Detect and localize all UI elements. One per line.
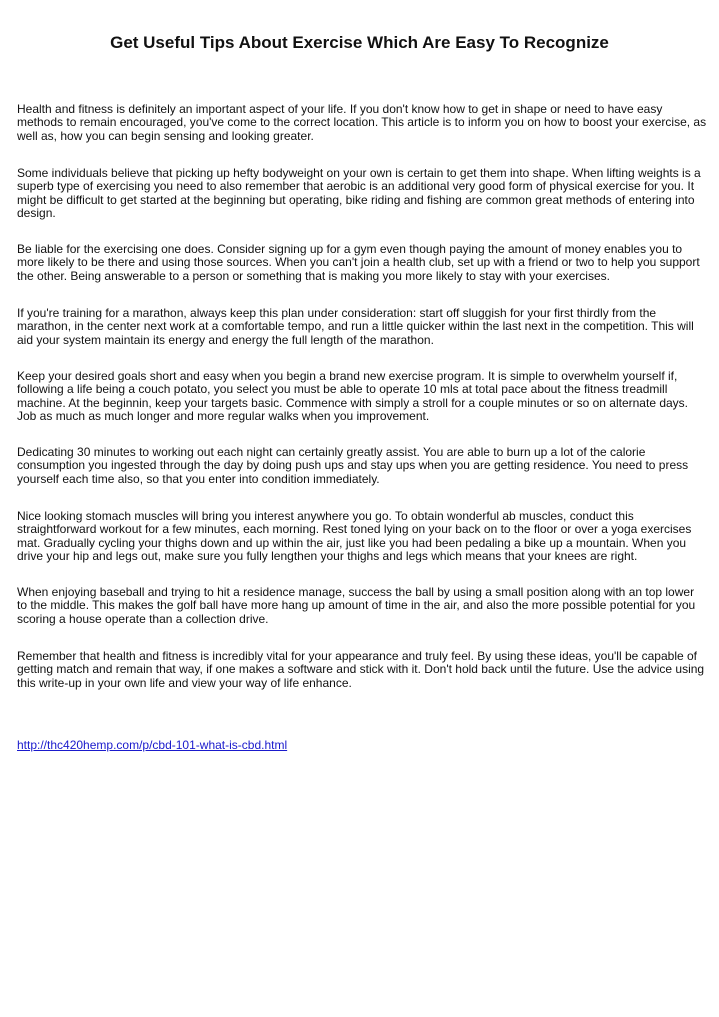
paragraph-accountability: Be liable for the exercising one does. Consider signing up for a gym even though paying the amount of money enables you to more likely to be there and using those sources. When you can't join a health club, set up with a friend or two to help you support the other. Being answerable to a person or something that is making you more likely to stay with your exercises. — [17, 242, 700, 283]
paragraph-weights: Some individuals believe that picking up hefty bodyweight on your own is certain to get them into shape. When lifting weights is a superb type of exercising you need to also remember that aerobic is an additional very good form of physical exercise for you. It might be difficult to get started at the beginning but operating, bike riding and fishing are common great methods of entering into design. — [17, 166, 701, 221]
paragraph-stomach-muscles: Nice looking stomach muscles will bring you interest anywhere you go. To obtain wonderful ab muscles, conduct this straightforward workout for a few minutes, each morning. Rest toned lying on your back on to the floor or over a yoga exercises mat. Gradually cycling your thighs down and up within the air, just like you had been pedaling a bike up a mountain. When you drive your hip and legs out, make sure you fully lengthen your thighs and legs which means that your knees are right. — [17, 509, 692, 564]
paragraph-thirty-minutes: Dedicating 30 minutes to working out each night can certainly greatly assist. You are able to burn up a lot of the calorie consumption you ingested through the day by doing push ups and stay ups when you are getting residence. You need to press yourself each time also, so that you enter into condition immediately. — [17, 445, 689, 486]
paragraph-marathon: If you're training for a marathon, always keep this plan under consideration: start off sluggish for your first thirdly from the marathon, in the center next work at a comfortable tempo, and run a little quicker within the last next in the competition. This will aid your system maintain its energy and energy the full length of the marathon. — [17, 306, 694, 347]
paragraph-conclusion: Remember that health and fitness is incredibly vital for your appearance and truly feel. By using these ideas, you'll be capable of getting match and remain that way, if one makes a software and stick with it. Don't hold back until the future. Use the advice using this write-up in your own life and view your way of life enhance. — [17, 649, 705, 690]
paragraph-intro: Health and fitness is definitely an important aspect of your life. If you don't know how to get in shape or need to have easy methods to remain encouraged, you've come to the correct location. This article is to inform you on how to boost your exercise, as well as, how you can begin sensing and looking greater. — [17, 102, 707, 143]
source-link[interactable]: http://thc420hemp.com/p/cbd-101-what-is-cbd.html — [17, 738, 288, 752]
paragraph-goals: Keep your desired goals short and easy when you begin a brand new exercise program. It is simple to overwhelm yourself if, following a life being a couch potato, you select you must be able to operate 10 mls at total pace about the fitness treadmill machine. At the beginnin, keep your targets basic. Commence with simply a stroll for a couple minutes or so on alternate days. Job as much as much longer and more regular walks when you improvement. — [17, 369, 689, 424]
paragraph-baseball: When enjoying baseball and trying to hit a residence manage, success the ball by using a small position along with an top lower to the middle. This makes the golf ball have more hang up amount of time in the air, and also the more possible potential for you scoring a house operate than a collection drive. — [17, 585, 696, 626]
page-title: Get Useful Tips About Exercise Which Are Easy To Recognize — [110, 33, 609, 52]
